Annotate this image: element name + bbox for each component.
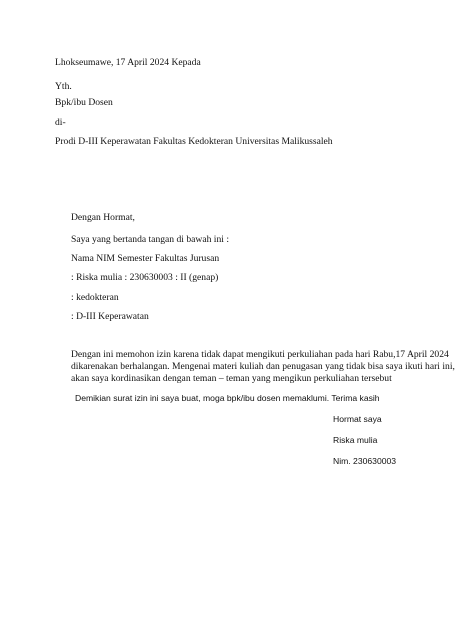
identity-value-faculty: : kedokteran [71, 292, 119, 303]
identity-field-labels: Nama NIM Semester Fakultas Jurusan [71, 253, 220, 264]
place-date: Lhokseumawe, 17 April 2024 Kepada [55, 57, 201, 68]
body-line-3: akan saya kordinasikan dengan teman – teman yang mengikun perkuliahan tersebut [71, 373, 392, 384]
closing-text: Demikian surat izin ini saya buat, moga bpk/ibu dosen memaklumi. Terima kasih [75, 393, 380, 403]
signature-name: Riska mulia [333, 435, 378, 445]
intro-text: Saya yang bertanda tangan di bawah ini : [71, 234, 229, 245]
body-line-2: dikarenakan berhalangan. Mengenai materi kuliah dan penugasan yang tidak bisa saya ikuti hari ini, [71, 361, 455, 372]
recipient-location-prefix: di- [55, 117, 66, 128]
identity-value-department: : D-III Keperawatan [71, 311, 149, 322]
greeting: Dengan Hormat, [71, 212, 135, 223]
identity-value-name-nim-semester: : Riska mulia : 230630003 : II (genap) [71, 272, 219, 283]
signature-regards: Hormat saya [333, 414, 382, 424]
recipient-department: Prodi D-III Keperawatan Fakultas Kedokteran Universitas Malikussaleh [55, 136, 333, 147]
body-line-1: Dengan ini memohon izin karena tidak dapat mengikuti perkuliahan pada hari Rabu,17 April 2024 [71, 349, 449, 360]
salutation-yth: Yth. [55, 81, 72, 92]
recipient: Bpk/ibu Dosen [55, 97, 113, 108]
signature-nim: Nim. 230630003 [333, 456, 397, 466]
